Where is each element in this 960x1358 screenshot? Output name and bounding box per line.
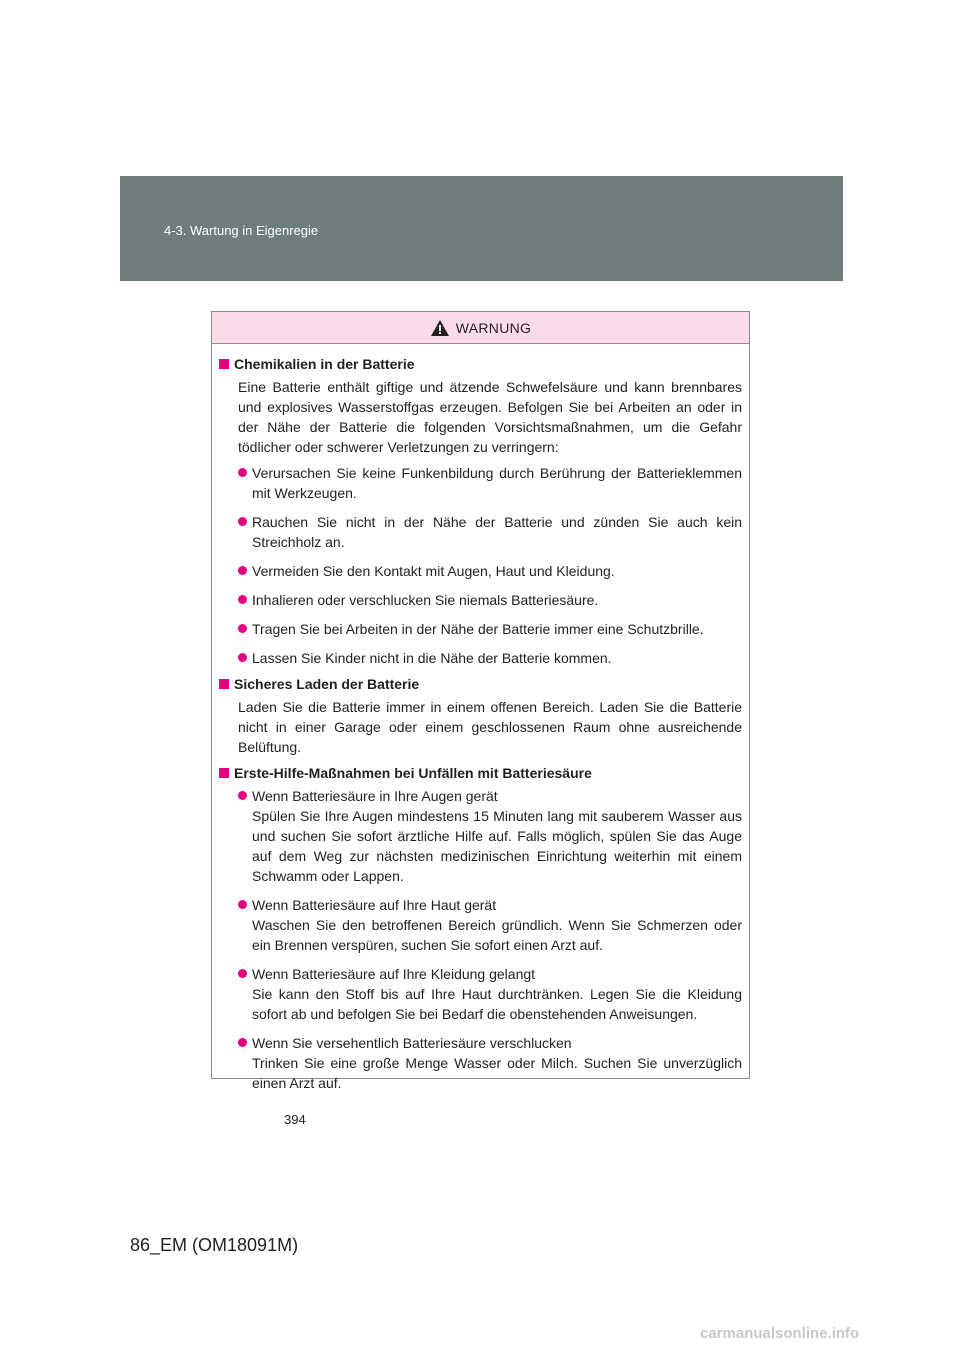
list-item: Inhalieren oder verschlucken Sie niemals Batteriesäure. (238, 590, 742, 610)
item-text: Trinken Sie eine große Menge Wasser oder Milch. Suchen Sie unverzüglich einen Arzt auf. (252, 1055, 742, 1091)
magenta-dot-icon (238, 624, 247, 633)
section-heading: Erste-Hilfe-Maßnahmen bei Unfällen mit Batteriesäure (219, 763, 742, 783)
magenta-dot-icon (238, 595, 247, 604)
warning-header (212, 312, 749, 344)
item-text: Spülen Sie Ihre Augen mindestens 15 Minuten lang mit sauberem Wasser aus und suchen Sie sofort ärztliche Hilfe auf. Falls möglich, spülen Sie das Auge auf dem Weg zur nächsten medizinischen Einrichtung weiterhin mit einem Schwamm oder Lappen. (252, 808, 742, 884)
magenta-dot-icon (238, 468, 247, 477)
magenta-dot-icon (238, 1038, 247, 1047)
magenta-square-icon (219, 359, 229, 369)
list-item: Vermeiden Sie den Kontakt mit Augen, Haut und Kleidung. (238, 561, 742, 581)
item-text: Waschen Sie den betroffenen Bereich gründlich. Wenn Sie Schmerzen oder ein Brennen verspüren, suchen Sie sofort einen Arzt auf. (252, 917, 742, 953)
list-item (238, 964, 742, 1024)
item-title: Wenn Batteriesäure auf Ihre Haut gerät (252, 897, 497, 913)
section-heading: Chemikalien in der Batterie (219, 354, 742, 374)
magenta-square-icon (219, 679, 229, 689)
magenta-dot-icon (238, 653, 247, 662)
magenta-dot-icon (238, 517, 247, 526)
warning-body (212, 344, 749, 1093)
magenta-dot-icon (238, 900, 247, 909)
section-title: 4-3. Wartung in Eigenregie (164, 223, 319, 238)
section-header-band (120, 176, 843, 281)
list-item: Tragen Sie bei Arbeiten in der Nähe der Batterie immer eine Schutzbrille. (238, 619, 742, 639)
item-title: Wenn Sie versehentlich Batteriesäure verschlucken (252, 1035, 572, 1051)
item-text: Sie kann den Stoff bis auf Ihre Haut durchtränken. Legen Sie die Kleidung sofort ab und befolgen Sie bei Bedarf die obenstehenden Anweisungen. (252, 986, 742, 1022)
list-item (238, 786, 742, 886)
magenta-dot-icon (238, 791, 247, 800)
section-text: Eine Batterie enthält giftige und ätzende Schwefelsäure und kann brennbares und explosives Wasserstoffgas erzeugen. Befolgen Sie bei Arbeiten an oder in der Nähe der Batterie die folgenden Vorsichtsmaßnahmen, um die Gefahr tödlicher oder schwerer Verletzungen zu verringern: (238, 379, 742, 455)
watermark: carmanualsonline.info (700, 1325, 860, 1342)
page-number: 394 (284, 1112, 306, 1127)
magenta-square-icon (219, 768, 229, 778)
list-item (238, 1033, 742, 1093)
item-title: Wenn Batteriesäure auf Ihre Kleidung gelangt (252, 966, 536, 982)
item-title: Wenn Batteriesäure in Ihre Augen gerät (252, 788, 498, 804)
warning-box (211, 311, 750, 1091)
magenta-dot-icon (238, 969, 247, 978)
list-item (238, 895, 742, 955)
list-item: Rauchen Sie nicht in der Nähe der Batterie und zünden Sie auch kein Streichholz an. (238, 512, 742, 552)
list-item: Verursachen Sie keine Funkenbildung durch Berührung der Batterieklemmen mit Werkzeugen. (238, 463, 742, 503)
warning-title: WARNUNG (455, 319, 532, 336)
section-text: Laden Sie die Batterie immer in einem offenen Bereich. Laden Sie die Batterie nicht in einer Garage oder einem geschlossenen Raum ohne ausreichende Belüftung. (238, 699, 742, 755)
list-item: Lassen Sie Kinder nicht in die Nähe der Batterie kommen. (238, 648, 742, 668)
section-heading: Sicheres Laden der Batterie (219, 674, 742, 694)
warning-triangle-icon (430, 319, 450, 337)
magenta-dot-icon (238, 566, 247, 575)
document-code: 86_EM (OM18091M) (130, 1235, 299, 1255)
